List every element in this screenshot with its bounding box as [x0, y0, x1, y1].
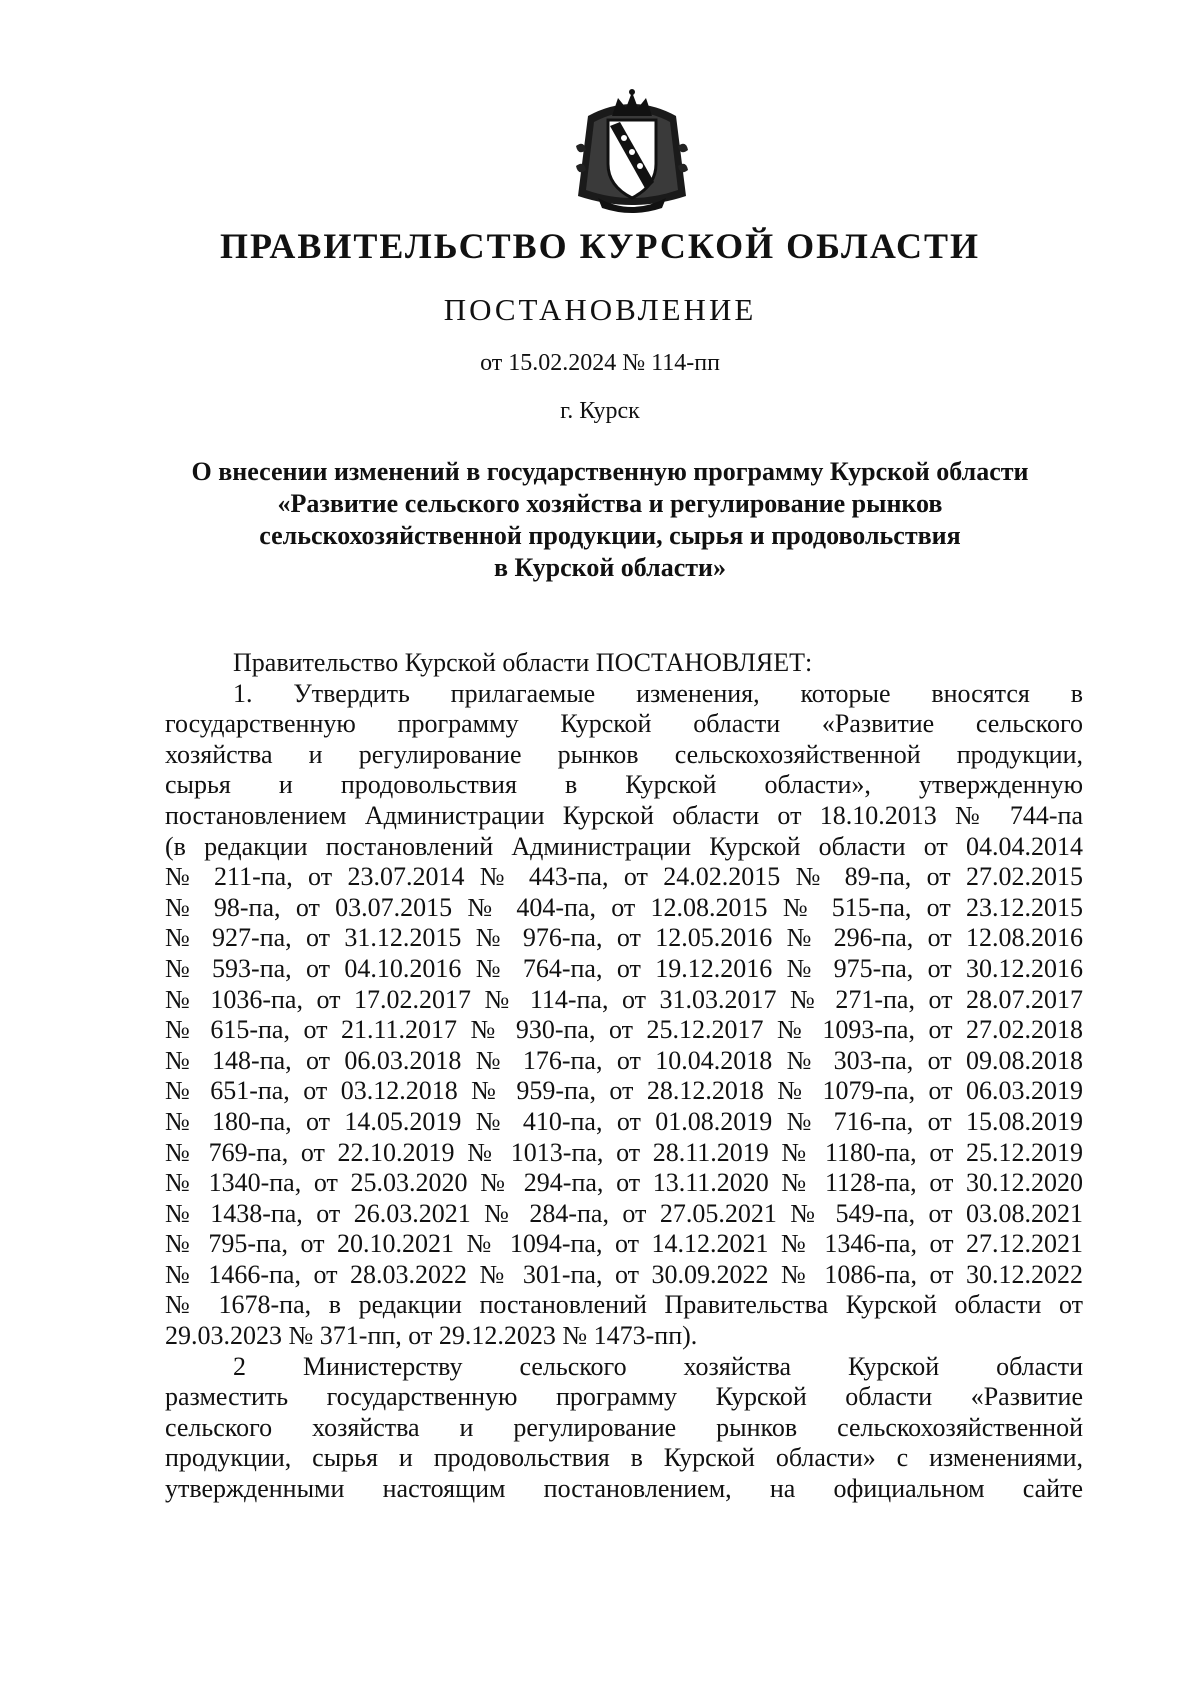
subject-line: сельскохозяйственной продукции, сырья и продовольствия — [259, 521, 961, 550]
body-line: 2 Министерству сельского хозяйства Курской области — [233, 1351, 1083, 1381]
body-line: № 1466-па, от 28.03.2022 № 301-па, от 30.09.2022 № 1086-па, от 30.12.2022 — [165, 1259, 1083, 1289]
subject-line: в Курской области» — [493, 553, 727, 582]
body-line: продукции, сырья и продовольствия в Курской области» с изменениями, — [165, 1443, 1083, 1473]
document-body — [165, 648, 1083, 1505]
government-title: ПРАВИТЕЛЬСТВО КУРСКОЙ ОБЛАСТИ — [219, 226, 981, 266]
body-line: № 98-па, от 03.07.2015 № 404-па, от 12.08.2015 № 515-па, от 23.12.2015 — [165, 892, 1083, 922]
body-line: № 769-па, от 22.10.2019 № 1013-па, от 28.11.2019 № 1180-па, от 25.12.2019 — [165, 1137, 1083, 1167]
body-line: 1. Утвердить прилагаемые изменения, которые вносятся в — [233, 678, 1083, 708]
body-line: № 927-па, от 31.12.2015 № 976-па, от 12.05.2016 № 296-па, от 12.08.2016 — [165, 923, 1083, 953]
document-city: г. Курск — [560, 398, 640, 424]
body-line: Правительство Курской области ПОСТАНОВЛЯЕТ: — [233, 648, 813, 677]
body-line: постановлением Администрации Курской области от 18.10.2013 № 744-па — [165, 800, 1083, 830]
body-line: государственную программу Курской области «Развитие сельского — [165, 709, 1083, 739]
document-subject — [150, 456, 1070, 584]
body-line: № 1036-па, от 17.02.2017 № 114-па, от 31.03.2017 № 271-па, от 28.07.2017 — [165, 984, 1083, 1014]
body-line: № 148-па, от 06.03.2018 № 176-па, от 10.04.2018 № 303-па, от 09.08.2018 — [165, 1045, 1083, 1075]
kursk-coat-of-arms-icon — [568, 86, 696, 218]
body-line: № 615-па, от 21.11.2017 № 930-па, от 25.12.2017 № 1093-па, от 27.02.2018 — [165, 1015, 1083, 1045]
body-line: хозяйства и регулирование рынков сельскохозяйственной продукции, — [165, 739, 1083, 769]
body-line: (в редакции постановлений Администрации Курской области от 04.04.2014 — [165, 831, 1083, 861]
body-line: № 1340-па, от 25.03.2020 № 294-па, от 13.11.2020 № 1128-па, от 30.12.2020 — [165, 1168, 1083, 1198]
body-line: № 211-па, от 23.07.2014 № 443-па, от 24.02.2015 № 89-па, от 27.02.2015 — [165, 862, 1083, 892]
subject-line: О внесении изменений в государственную программу Курской области — [191, 457, 1029, 486]
body-line: разместить государственную программу Курской области «Развитие — [165, 1382, 1083, 1412]
body-line: 29.03.2023 № 371-пп, от 29.12.2023 № 1473-пп). — [165, 1321, 698, 1351]
body-line: сельского хозяйства и регулирование рынков сельскохозяйственной — [165, 1412, 1083, 1442]
body-line: № 1438-па, от 26.03.2021 № 284-па, от 27.05.2021 № 549-па, от 03.08.2021 — [165, 1198, 1083, 1228]
body-line: № 1678-па, в редакции постановлений Правительства Курской области от — [165, 1290, 1083, 1320]
body-line: № 180-па, от 14.05.2019 № 410-па, от 01.08.2019 № 716-па, от 15.08.2019 — [165, 1106, 1083, 1136]
subject-line: «Развитие сельского хозяйства и регулирование рынков — [277, 489, 943, 518]
body-line: сырья и продовольствия в Курской области», утвержденную — [165, 770, 1083, 800]
document-type: ПОСТАНОВЛЕНИЕ — [443, 292, 757, 327]
body-line: № 651-па, от 03.12.2018 № 959-па, от 28.12.2018 № 1079-па, от 06.03.2019 — [165, 1076, 1083, 1106]
body-line: утвержденными настоящим постановлением, на официальном сайте — [165, 1474, 1083, 1504]
body-line: № 593-па, от 04.10.2016 № 764-па, от 19.12.2016 № 975-па, от 30.12.2016 — [165, 953, 1083, 983]
document-date-number: от 15.02.2024 № 114-пп — [480, 350, 720, 376]
body-line: № 795-па, от 20.10.2021 № 1094-па, от 14.12.2021 № 1346-па, от 27.12.2021 — [165, 1229, 1083, 1259]
